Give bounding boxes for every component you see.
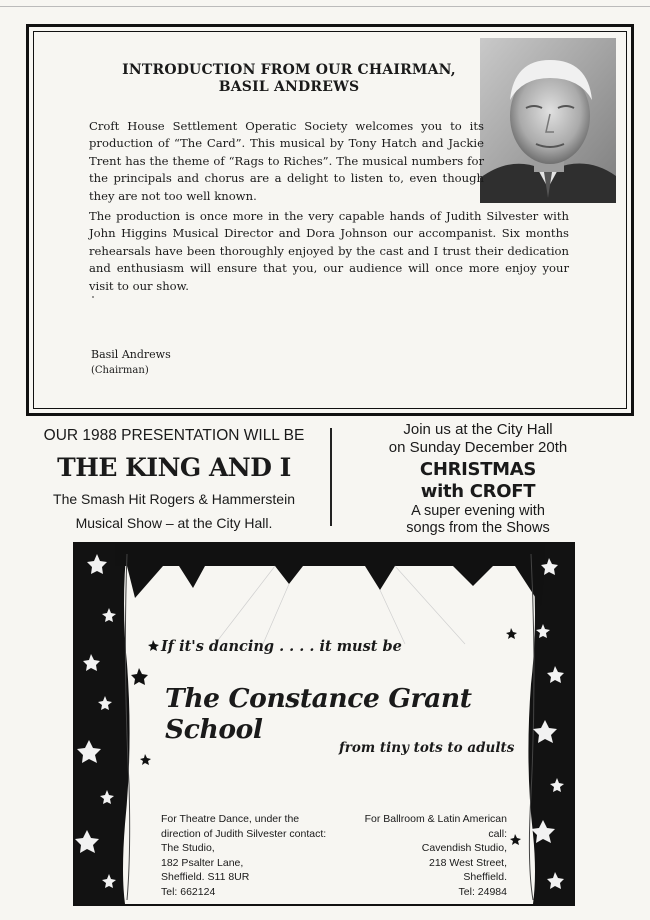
ballroom-contact-line: call: bbox=[488, 827, 507, 840]
christmas-date: on Sunday December 20th bbox=[388, 439, 568, 456]
show-description-line2: Musical Show – at the City Hall. bbox=[75, 515, 273, 531]
signature-role: (Chairman) bbox=[91, 365, 149, 376]
school-subtitle: from tiny tots to adults bbox=[339, 740, 515, 756]
theatre-contact-line: Sheffield. S11 8UR bbox=[161, 871, 250, 883]
intro-paragraph-2: The production is once more in the very capable hands of Judith Silvester with John Higgins Musical Director and Dora Johnson our accompanist. Six months rehearsals have been thoroughly enjoyed by the cast and I trust their dedication and enthusiasm will ensure that you, our audience will once more enjoy your visit to our show. bbox=[89, 209, 569, 293]
ballroom-contact-line: For Ballroom & Latin American bbox=[364, 813, 507, 825]
ink-speck bbox=[92, 296, 94, 298]
intro-paragraph-1: Croft House Settlement Operatic Society welcomes you to its production of “The Card”. This musical by Tony Hatch and Jackie Trent has the theme of “Rags to Riches”. The musical numbers for the principals and chorus are a delight to listen to, even though they are not too well known. bbox=[89, 119, 484, 203]
intro-title-line1: INTRODUCTION FROM OUR CHAIRMAN, bbox=[122, 62, 456, 78]
theatre-contact-line: direction of Judith Silvester contact: bbox=[161, 827, 327, 840]
theatre-contact-line: For Theatre Dance, under the bbox=[161, 813, 300, 825]
dance-school-advert bbox=[73, 542, 575, 906]
advert-tagline: If it's dancing . . . . it must be bbox=[161, 638, 402, 655]
school-name: The Constance Grant School bbox=[165, 683, 472, 745]
christmas-description-line2: songs from the Shows bbox=[406, 520, 550, 536]
intro-title bbox=[114, 62, 464, 96]
christmas-title-line1: CHRISTMAS bbox=[419, 459, 537, 480]
ballroom-contact-line: Cavendish Studio, bbox=[421, 842, 507, 854]
chairman-intro-box bbox=[26, 24, 634, 416]
theatre-contact-line: Tel: 662124 bbox=[161, 885, 216, 898]
chairman-portrait-image bbox=[480, 38, 616, 203]
signature-name: Basil Andrews bbox=[91, 348, 171, 361]
intro-title-line2: BASIL ANDREWS bbox=[218, 79, 360, 95]
show-title: THE KING AND I bbox=[57, 453, 291, 482]
christmas-venue: Join us at the City Hall bbox=[403, 421, 553, 438]
show-description-line1: The Smash Hit Rogers & Hammerstein bbox=[53, 491, 295, 507]
christmas-title-line2: with CROFT bbox=[420, 481, 536, 502]
ballroom-contact-line: 218 West Street, bbox=[428, 856, 507, 869]
chairman-intro-inner-frame bbox=[33, 31, 627, 409]
announcement-divider bbox=[330, 428, 332, 526]
theatre-contact-line: The Studio, bbox=[161, 842, 215, 854]
ballroom-contact-line: Tel: 24984 bbox=[458, 885, 507, 898]
chairman-photo bbox=[480, 38, 616, 203]
christmas-description-line1: A super evening with bbox=[411, 503, 545, 519]
king-and-i-announcement bbox=[28, 426, 320, 535]
theatre-contact-line: 182 Psalter Lane, bbox=[161, 856, 244, 869]
theatre-dance-contact bbox=[161, 812, 361, 899]
christmas-announcement bbox=[336, 421, 620, 537]
top-rule bbox=[0, 6, 650, 7]
ballroom-contact-line: Sheffield. bbox=[463, 871, 507, 883]
presentation-heading: OUR 1988 PRESENTATION WILL BE bbox=[43, 427, 305, 444]
ballroom-contact bbox=[355, 812, 507, 899]
